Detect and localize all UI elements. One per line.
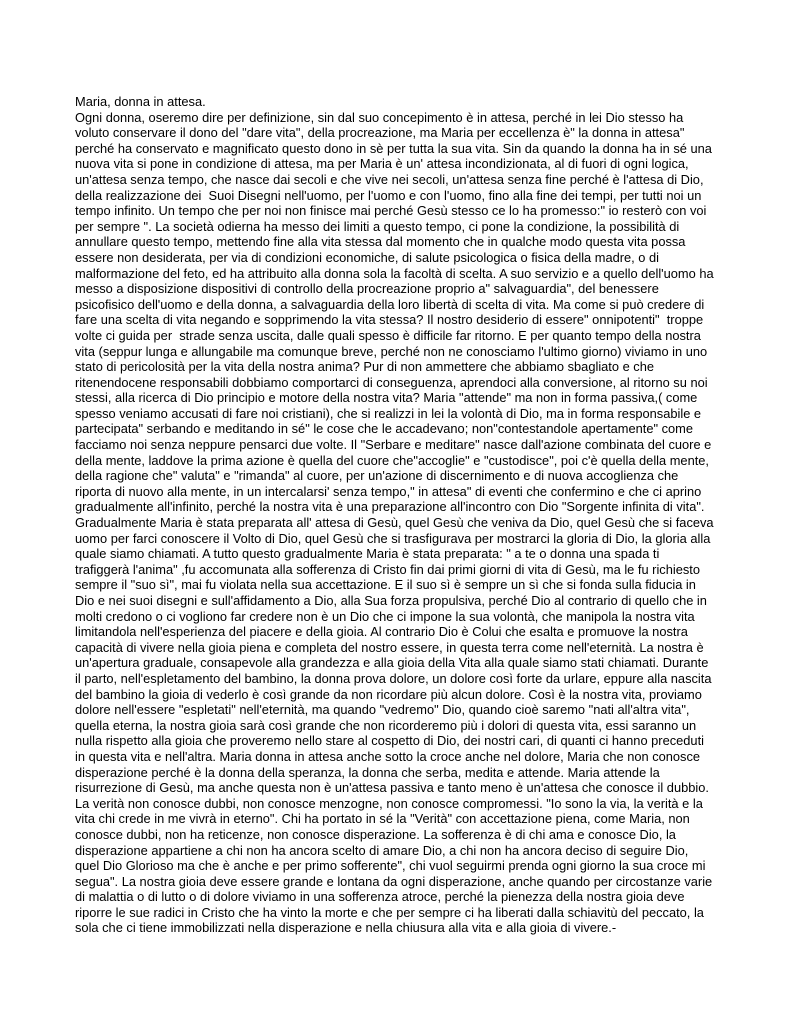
body-text-line: uomo per farci conoscere il Volto di Dio, quel Gesù che si trasfigurava per mostrarci la gloria di Dio, la gloria alla xyxy=(75,530,711,546)
body-text-line: della mente, laddove la prima azione è quella del cuore che"accoglie" e "custodisce", poi c'è quella della mente, xyxy=(75,452,710,468)
body-text-line: vita (seppur lunga e allungabile ma comunque breve, perché non ne conosciamo l'ultimo giorno) viviamo in uno xyxy=(75,343,708,359)
body-text-line: di malattia o di lutto o di dolore viviamo in una sofferenza atroce, perché la pienezza della nostra gioia deve xyxy=(75,889,685,905)
body-text-line: disperazione appartiene a chi non ha ancora scelto di amare Dio, a chi non ha ancora deciso di seguire Dio, xyxy=(75,842,689,858)
body-text-line: spesso veniamo accusati di fare noi cristiani), che si realizzi in lei la volontà di Dio, ma in forma responsabile e xyxy=(75,405,702,421)
body-text-line: quel Dio Glorioso ma che è anche e per primo sofferente", chi vuol seguirmi prenda ogni giorno la sua croce mi xyxy=(75,858,706,874)
body-text-line: nulla rispetto alla gioia che proveremo nello stare al cospetto di Dio, dei nostri cari, di quanti ci hanno preceduti xyxy=(75,733,704,749)
body-text-line: un'attesa senza tempo, che nasce dai secoli e che vive nei secoli, un'attesa senza fine perché è l'attesa di Dio, xyxy=(75,171,704,187)
body-text-line: ritenendocene responsabili dobbiamo comportarci di conseguenza, aprendoci alla conversione, al ritorno su noi xyxy=(75,374,708,390)
body-text-line: quella eterna, la nostra gioia sarà così grande che non ricorderemo più i dolori di questa vita, essi saranno un xyxy=(75,717,697,733)
body-text-line: sempre il "suo sì", mai fu violata nella sua accettazione. E il suo sì è sempre un sì che si fonda sulla fiducia in xyxy=(75,577,696,593)
body-text-line: Gradualmente Maria è stata preparata all' attesa di Gesù, quel Gesù che veniva da Dio, quel Gesù che si faceva xyxy=(75,515,714,531)
body-text-line: malformazione del feto, ed ha attribuito alla donna sola la facoltà di scelta. A suo servizio e a quello dell'uomo ha xyxy=(75,265,714,281)
body-text-line: limitandola nell'esperienza del piacere e della gioia. Al contrario Dio è Colui che esalta e promuove la nostra xyxy=(75,624,688,640)
body-text-line: il parto, nell'espletamento del bambino, la donna prova dolore, un dolore così forte da urlare, eppure alla nascita xyxy=(75,670,712,686)
body-text-line: in questa vita e nell'altra. Maria donna in attesa anche sotto la croce anche nel dolore, Maria che non conosce xyxy=(75,748,701,764)
body-text-line: riporta di nuovo alla mente, in un intercalarsi' senza tempo," in attesa" di eventi che confermino e che ci aprino xyxy=(75,483,702,499)
body-text-line: essere non desiderata, per via di condizioni economiche, di salute psicologica o fisica della madre, o di xyxy=(75,249,660,265)
body-text-line: gradualmente all'infinito, perché la nostra vita è una preparazione all'incontro con Dio "Sorgente infinita di vita". xyxy=(75,499,705,515)
body-text-line: trafiggerà l'anima" ,fu accomunata alla sofferenza di Cristo fin dai primi giorni di vita di Gesù, ma le fu richiesto xyxy=(75,561,700,577)
body-text-line: vita chi crede in me vivrà in eterno". Chi ha portato in sé la "Verità" con accettazione piena, come Maria, non xyxy=(75,811,690,827)
body-text-line: capacità di vivere nella gioia piena e completa del nostro essere, in questa terra come nell'eternità. La nostra è xyxy=(75,639,704,655)
document-body xyxy=(75,110,725,936)
document-title: Maria, donna in attesa. xyxy=(75,94,206,109)
body-text-line: riporre le sue radici in Cristo che ha vinto la morte e che per sempre ci ha liberati dalla schiavitù del peccato, la xyxy=(75,904,704,920)
body-text-line: quale siamo chiamati. A tutto questo gradualmente Maria è stata preparata: " a te o donna una spada ti xyxy=(75,546,660,562)
body-text-line: psicofisico dell'uomo e della donna, a salvaguardia della loro libertà di scelta di vita. Ma come si può credere di xyxy=(75,296,705,312)
body-text-line: sola che ci tiene immobilizzati nella disperazione e nella chiusura alla vita e alla gioia di vivere.- xyxy=(75,920,617,936)
body-text-line: segua". La nostra gioia deve essere grande e lontana da ogni disperazione, anche quando per circostanze varie xyxy=(75,873,713,889)
body-text-line: della ragione che" valuta" e "rimanda" al cuore, per un'azione di discernimento e di nuova accoglienza che xyxy=(75,468,679,484)
body-text-line: fare una scelta di vita negando e sopprimendo la vita stessa? Il nostro desiderio di essere" onnipotenti" troppe xyxy=(75,312,704,328)
body-text-line: del bambino la gioia di vederlo è così grande da non ricordare più alcun dolore. Così è la nostra vita, proviamo xyxy=(75,686,702,702)
body-text-line: nuova vita si pone in condizione di attesa, ma per Maria è un' attesa incondizionata, al di fuori di ogni logica, xyxy=(75,156,689,172)
body-text-line: disperazione perché è la donna della speranza, la donna che serba, medita e attende. Maria attende la xyxy=(75,764,660,780)
body-text-line: voluto conservare il dono del "dare vita", della procreazione, ma Maria per eccellenza è" la donna in attesa" xyxy=(75,125,685,141)
body-text-line: Ogni donna, oseremo dire per definizione, sin dal suo concepimento è in attesa, perché in lei Dio stesso ha xyxy=(75,109,684,125)
body-text-line: annullare questo tempo, mettendo fine alla vita stessa dal momento che in qualche modo questa vita possa xyxy=(75,234,686,250)
body-text-line: partecipata" serbando e meditando in sé" le cose che le accadevano; non"contestandole apertamente" come xyxy=(75,421,694,437)
body-text-line: stessi, alla ricerca di Dio principio e motore della nostra vita? Maria "attende" ma non in forma passiva,( come xyxy=(75,390,698,406)
body-text-line: per sempre ". La società odierna ha messo dei limiti a questo tempo, ci pone la condizione, la possibilità di xyxy=(75,218,680,234)
body-text-line: dolore nell'essere "espletati" nell'eternità, ma quando "vedremo" Dio, quando cioè saremo "nati all'altra vita", xyxy=(75,702,690,718)
body-text-line: perché ha conservato e magnificato questo dono in sè per tutta la sua vita. Sin da quando la donna ha in sé una xyxy=(75,140,712,156)
body-text-line: conosce dubbi, non ha reticenze, non conosce disperazione. La sofferenza è di chi ama e conosce Dio, la xyxy=(75,826,676,842)
body-text-line: tempo infinito. Un tempo che per noi non finisce mai perché Gesù stesso ce lo ha promesso:" io resterò con voi xyxy=(75,203,707,219)
body-text-line: della realizzazione dei Suoi Disegni nell'uomo, per l'uomo e con l'uomo, fino alla fine dei tempi, per tutti noi un xyxy=(75,187,702,203)
body-text-line: messo a disposizione dispositivi di controllo della procreazione proprio a" salvaguardia", del benessere xyxy=(75,281,659,297)
body-text-line: risurrezione di Gesù, ma anche questa non è un'attesa passiva e tanto meno è un'attesa che conosce il dubbio. xyxy=(75,780,709,796)
document-page xyxy=(75,94,725,936)
body-text-line: volte ci guida per strade senza uscita, dalle quali spesso è difficile far ritorno. E per quanto tempo della nostra xyxy=(75,327,701,343)
body-text-line: facciamo noi senza neppure pensarci due volte. Il "Serbare e meditare" nasce dall'azione combinata del cuore e xyxy=(75,437,712,453)
body-text-line: La verità non conosce dubbi, non conosce menzogne, non conosce compromessi. "Io sono la via, la verità e la xyxy=(75,795,703,811)
body-text-line: stato di pericolosità per la vita della nostra anima? Pur di non ammettere che abbiamo sbagliato e che xyxy=(75,359,655,375)
body-text-line: molti credono o ci vogliono far credere non è un Dio che ci impone la sua volontà, che manipola la nostra vita xyxy=(75,608,695,624)
body-text-line: un'apertura graduale, consapevole alla grandezza e alla gioia della Vita alla quale siamo stati chiamati. Durante xyxy=(75,655,709,671)
body-text-line: Dio e nei suoi disegni e sull'affidamento a Dio, alla Sua forza propulsiva, perché Dio al contrario di quello che in xyxy=(75,593,707,608)
